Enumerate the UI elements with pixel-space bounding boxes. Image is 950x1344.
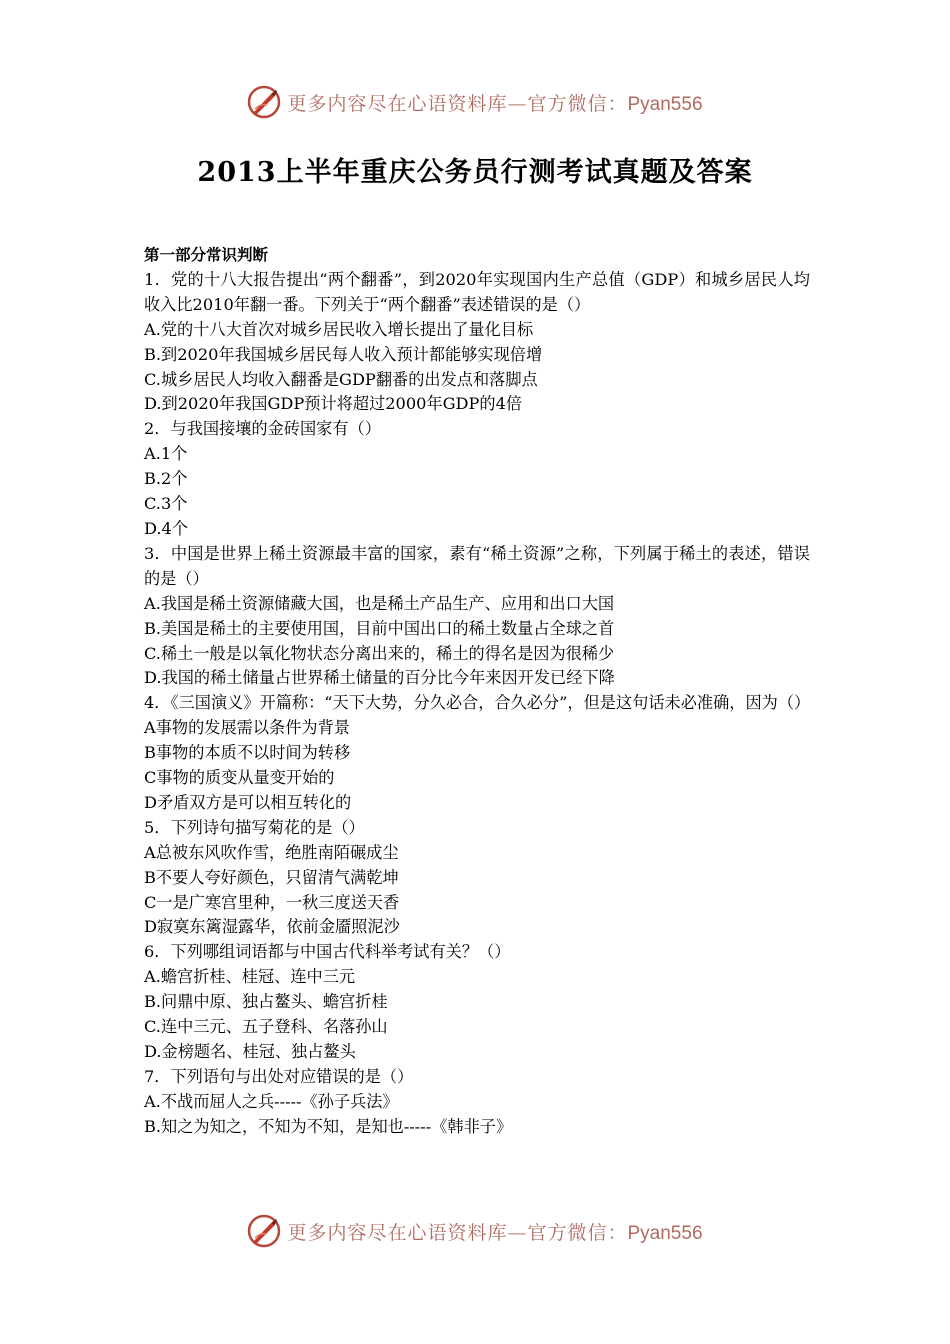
question-option: A总被东风吹作雪，绝胜南陌碾成尘 [144,842,399,862]
question-option: D.到2020年我国GDP预计将超过2000年GDP的4倍 [144,394,523,414]
question-stem: 7．下列语句与出处对应错误的是（） [144,1066,414,1086]
question-stem: 6．下列哪组词语都与中国古代科举考试有关？（） [144,942,511,962]
question-stem: 5．下列诗句描写菊花的是（） [144,817,365,837]
banner-text [287,89,702,116]
banner-label: 官方微信： [527,92,628,115]
question-stem: 3．中国是世界上稀土资源最丰富的国家，素有“稀土资源”之称，下列属于稀土的表述，错误的是（） [144,543,810,588]
question-option: B.美国是稀土的主要使用国，目前中国出口的稀土数量占全球之首 [144,618,615,638]
question-option: A.蟾宫折桂、桂冠、连中三元 [144,967,356,987]
banner-slogan: 更多内容尽在心语资料库 [287,92,508,115]
banner-handle: Pyan556 [627,93,703,115]
question-stem: 2．与我国接壤的金砖国家有（） [144,419,381,439]
document-title: 2013上半年重庆公务员行测考试真题及答案 [197,157,753,188]
question-option: B.到2020年我国城乡居民每人收入预计都能够实现倍增 [144,344,543,364]
question-option: C一是广寒宫里种，一秋三度送天香 [144,892,400,912]
question-option: D.金榜题名、桂冠、独占鳌头 [144,1042,356,1061]
question-option: C.连中三元、五子登科、名落孙山 [144,1017,388,1037]
header-banner [0,82,950,122]
question-stem: 1．党的十八大报告提出“两个翻番”，到2020年实现国内生产总值（GDP）和城乡居民人均收入比2010年翻一番。下列关于“两个翻番”表述错误的是（） [144,269,810,314]
banner-text [287,1218,702,1245]
question-option: D.4个 [144,518,189,538]
question-option: A.1个 [144,444,188,464]
banner-handle: Pyan556 [627,1222,703,1244]
question-option: A.不战而屈人之兵-----《孙子兵法》 [144,1091,399,1111]
banner-separator: — [507,92,528,115]
question-stem: 4．《三国演义》开篇称：“天下大势，分久必合，合久必分”，但是这句话未必准确，因为（） [144,693,811,713]
question-option: B事物的本质不以时间为转移 [144,743,351,763]
question-option: C.3个 [144,494,188,514]
pen-logo-icon [247,1214,281,1248]
section-heading: 第一部分常识判断 [144,246,269,264]
banner-separator: — [507,1221,528,1244]
banner-slogan: 更多内容尽在心语资料库 [287,1221,508,1244]
pen-logo-icon [247,85,281,119]
question-option: B不要人夸好颜色，只留清气满乾坤 [144,867,399,887]
document-body [144,243,810,1140]
question-option: A.我国是稀土资源储藏大国，也是稀土产品生产、应用和出口大国 [144,593,615,613]
question-option: B.知之为知之，不知为不知，是知也-----《韩非子》 [144,1116,513,1136]
question-option: A事物的发展需以条件为背景 [144,718,350,738]
question-option: A.党的十八大首次对城乡居民收入增长提出了量化目标 [144,319,534,339]
question-option: D矛盾双方是可以相互转化的 [144,792,352,812]
footer-banner [0,1211,950,1251]
banner-label: 官方微信： [527,1221,628,1244]
question-option: C.城乡居民人均收入翻番是GDP翻番的出发点和落脚点 [144,369,538,389]
question-option: B.问鼎中原、独占鳌头、蟾宫折桂 [144,992,388,1012]
question-option: B.2个 [144,469,188,489]
question-option: C.稀土一般是以氧化物状态分离出来的，稀土的得名是因为很稀少 [144,643,615,663]
question-option: D寂寞东篱湿露华，依前金靥照泥沙 [144,917,400,937]
question-option: C事物的质变从量变开始的 [144,768,335,788]
question-option: D.我国的稀土储量占世界稀土储量的百分比今年来因开发已经下降 [144,668,615,688]
